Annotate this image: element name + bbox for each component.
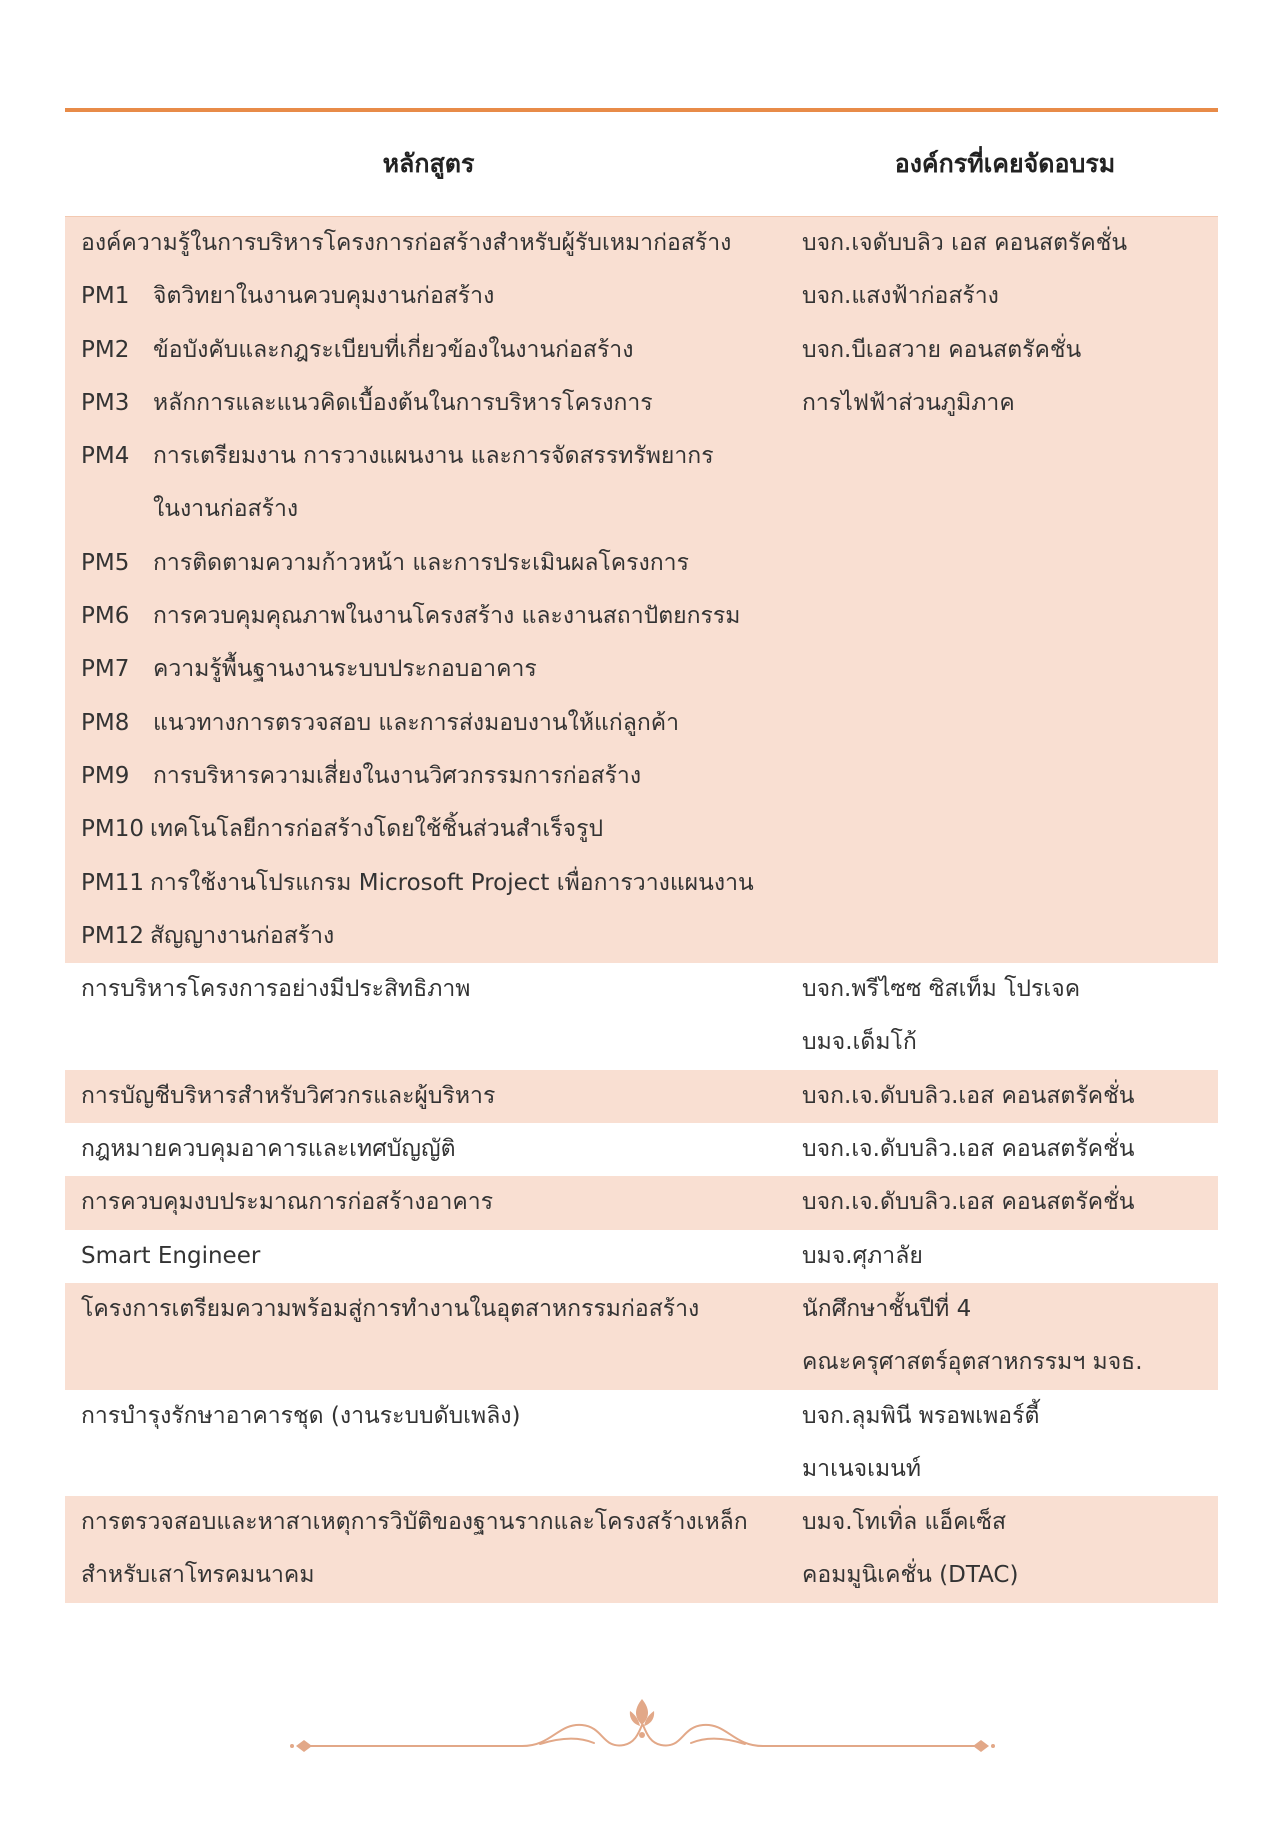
module-title-continued: ในงานก่อสร้าง bbox=[153, 496, 299, 523]
organization-cell bbox=[792, 1123, 1218, 1176]
course-title-continued: สำหรับเสาโทรคมนาคม bbox=[81, 1562, 315, 1589]
course-title: การตรวจสอบและหาสาเหตุการวิบัติของฐานรากและโครงสร้างเหล็ก bbox=[81, 1509, 748, 1536]
module-code: PM4 bbox=[81, 443, 130, 470]
module-code: PM7 bbox=[81, 656, 130, 683]
organization-cell bbox=[792, 1496, 1218, 1603]
module-title: การบริหารความเสี่ยงในงานวิศวกรรมการก่อสร้าง bbox=[153, 762, 642, 789]
module-title: การติดตามความก้าวหน้า และการประเมินผลโครงการ bbox=[153, 549, 689, 576]
organization-cell bbox=[792, 217, 1218, 964]
header-course: หลักสูตร bbox=[65, 112, 792, 217]
module-item bbox=[65, 430, 792, 483]
organization-name: มาเนจเมนท์ bbox=[802, 1455, 922, 1482]
module-item bbox=[65, 697, 792, 750]
module-title: จิตวิทยาในงานควบคุมงานก่อสร้าง bbox=[153, 283, 495, 310]
organization-name: บจก.บีเอสวาย คอนสตรัคชั่น bbox=[802, 336, 1082, 363]
course-cell bbox=[65, 1496, 792, 1603]
module-item bbox=[65, 643, 792, 696]
course-title: กฎหมายควบคุมอาคารและเทศบัญญัติ bbox=[81, 1136, 456, 1163]
module-code: PM1 bbox=[81, 283, 130, 310]
module-code: PM5 bbox=[81, 549, 130, 576]
module-item bbox=[65, 270, 792, 323]
module-item bbox=[65, 590, 792, 643]
module-title: หลักการและแนวคิดเบื้องต้นในการบริหารโครงการ bbox=[153, 389, 653, 416]
module-code: PM2 bbox=[81, 336, 130, 363]
module-item bbox=[65, 377, 792, 430]
module-title: การเตรียมงาน การวางแผนงาน และการจัดสรรทรัพยากร bbox=[153, 443, 714, 470]
organization-name: บจก.เจ.ดับบลิว.เอส คอนสตรัคชั่น bbox=[802, 1189, 1135, 1216]
organization-name: บจก.ลุมพินี พรอพเพอร์ตี้ bbox=[802, 1402, 1040, 1429]
organization-name: บจก.เจ.ดับบลิว.เอส คอนสตรัคชั่น bbox=[802, 1082, 1135, 1109]
course-title: องค์ความรู้ในการบริหารโครงการก่อสร้างสำหรับผู้รับเหมาก่อสร้าง bbox=[81, 230, 732, 256]
header-organization: องค์กรที่เคยจัดอบรม bbox=[792, 112, 1218, 217]
module-code: PM6 bbox=[81, 603, 130, 630]
course-cell bbox=[65, 1230, 792, 1283]
organization-cell bbox=[792, 1176, 1218, 1229]
organization-cell bbox=[792, 963, 1218, 1070]
organization-cell bbox=[792, 1283, 1218, 1390]
organization-name: การไฟฟ้าส่วนภูมิภาค bbox=[802, 389, 1015, 416]
module-title: เทคโนโลยีการก่อสร้างโดยใช้ชิ้นส่วนสำเร็จรูป bbox=[149, 816, 604, 843]
module-title: ความรู้พื้นฐานงานระบบประกอบอาคาร bbox=[153, 656, 537, 683]
organization-name: นักศึกษาชั้นปีที่ 4 bbox=[802, 1295, 972, 1322]
course-cell bbox=[65, 1176, 792, 1229]
course-table-section bbox=[65, 108, 1218, 1603]
module-title: แนวทางการตรวจสอบ และการส่งมอบงานให้แก่ลูกค้า bbox=[153, 709, 680, 736]
organization-name: บมจ.เด็มโก้ bbox=[802, 1029, 917, 1056]
module-item bbox=[65, 910, 792, 963]
organization-name: บจก.พรีไซซ ซิสเท็ม โปรเจค bbox=[802, 976, 1081, 1003]
module-code: PM3 bbox=[81, 389, 130, 416]
module-item bbox=[65, 324, 792, 377]
module-code: PM12 bbox=[81, 922, 144, 949]
module-title: การควบคุมคุณภาพในงานโครงสร้าง และงานสถาปัตยกรรม bbox=[153, 603, 741, 630]
module-item bbox=[65, 803, 792, 856]
table-row bbox=[65, 963, 1218, 1070]
module-item bbox=[65, 750, 792, 803]
organization-name: บจก.เจ.ดับบลิว.เอส คอนสตรัคชั่น bbox=[802, 1136, 1135, 1163]
course-cell bbox=[65, 1283, 792, 1390]
organization-cell bbox=[792, 1390, 1218, 1497]
organization-name: บมจ.ศุภาลัย bbox=[802, 1242, 923, 1269]
table-header-row bbox=[65, 112, 1218, 217]
organization-cell bbox=[792, 1230, 1218, 1283]
course-cell bbox=[65, 217, 792, 964]
course-cell bbox=[65, 963, 792, 1070]
course-cell bbox=[65, 1390, 792, 1497]
table-row bbox=[65, 217, 1218, 964]
module-title: การใช้งานโปรแกรม Microsoft Project เพื่อการวางแผนงาน bbox=[149, 869, 754, 896]
course-cell bbox=[65, 1070, 792, 1123]
organization-name: บจก.แสงฟ้าก่อสร้าง bbox=[802, 283, 999, 310]
table-row bbox=[65, 1390, 1218, 1497]
table-row bbox=[65, 1070, 1218, 1123]
decorative-flourish-icon bbox=[290, 1695, 995, 1765]
module-code: PM9 bbox=[81, 762, 130, 789]
module-title: สัญญางานก่อสร้าง bbox=[149, 922, 335, 949]
course-cell bbox=[65, 1123, 792, 1176]
organization-cell bbox=[792, 1070, 1218, 1123]
course-title: โครงการเตรียมความพร้อมสู่การทำงานในอุตสาหกรรมก่อสร้าง bbox=[81, 1295, 700, 1322]
organization-name: บจก.เจดับบลิว เอส คอนสตรัคชั่น bbox=[802, 230, 1128, 256]
table-row bbox=[65, 1283, 1218, 1390]
course-title: การบัญชีบริหารสำหรับวิศวกรและผู้บริหาร bbox=[81, 1082, 496, 1109]
organization-name: คณะครุศาสตร์อุตสาหกรรมฯ มจธ. bbox=[802, 1349, 1143, 1376]
table-row bbox=[65, 1230, 1218, 1283]
module-code: PM11 bbox=[81, 869, 144, 896]
course-title: การบำรุงรักษาอาคารชุด (งานระบบดับเพลิง) bbox=[81, 1402, 521, 1429]
course-title: Smart Engineer bbox=[81, 1242, 261, 1269]
module-item bbox=[65, 537, 792, 590]
course-table bbox=[65, 112, 1218, 1603]
course-title: การควบคุมงบประมาณการก่อสร้างอาคาร bbox=[81, 1189, 494, 1216]
organization-name: คอมมูนิเคชั่น (DTAC) bbox=[802, 1562, 1019, 1589]
module-item bbox=[65, 857, 792, 910]
table-row bbox=[65, 1123, 1218, 1176]
table-row bbox=[65, 1496, 1218, 1603]
module-code: PM8 bbox=[81, 709, 130, 736]
organization-name: บมจ.โทเทิ่ล แอ็คเซ็ส bbox=[802, 1509, 1007, 1536]
module-code: PM10 bbox=[81, 816, 144, 843]
table-row bbox=[65, 1176, 1218, 1229]
module-title: ข้อบังคับและกฎระเบียบที่เกี่ยวข้องในงานก่อสร้าง bbox=[153, 336, 634, 363]
course-title: การบริหารโครงการอย่างมีประสิทธิภาพ bbox=[81, 976, 471, 1003]
